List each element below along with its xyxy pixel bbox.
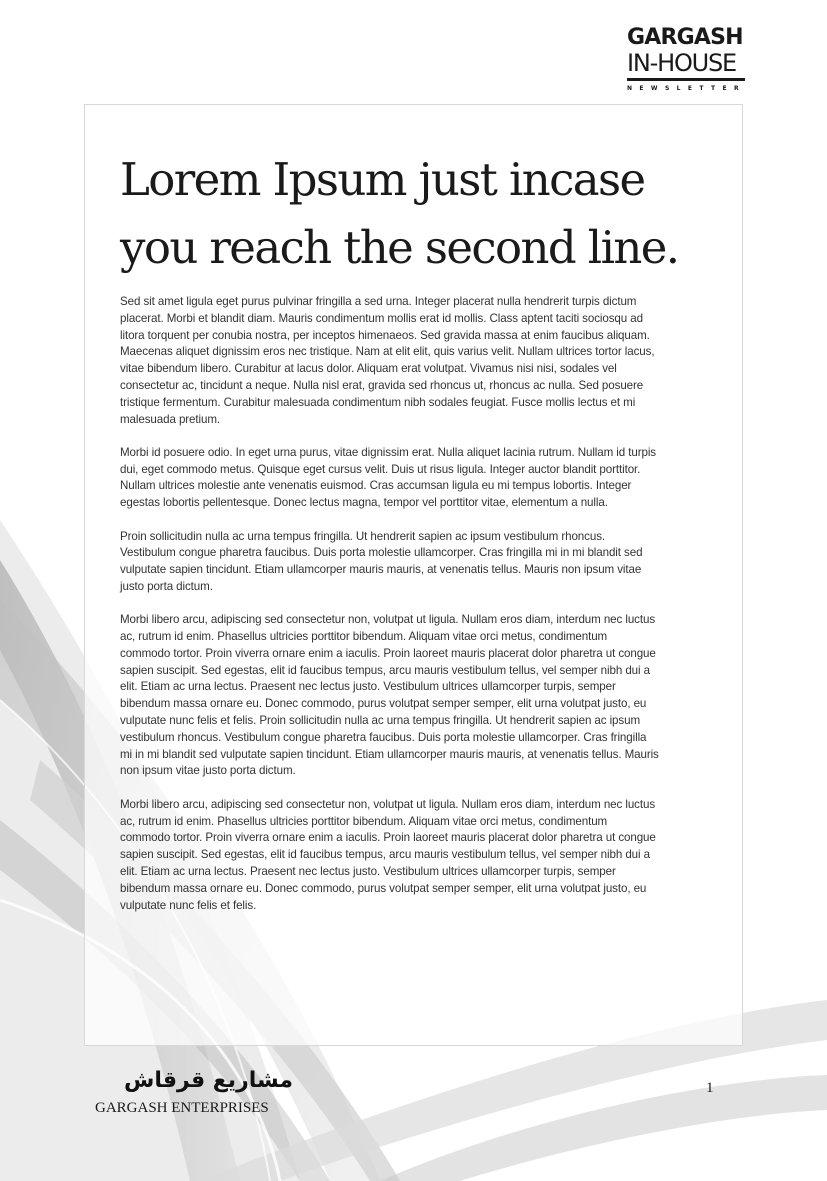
article-paragraph: Morbi libero arcu, adipiscing sed consectetur non, volutpat ut ligula. Nullam eros diam, interdum nec luctus ac, rutrum id enim. Phasellus ultricies porttitor bibendum. Aliquam vitae orci metus, condimentum commodo tortor. Proin viverra ornare enim a iaculis. Proin laoreet mauris placerat dolor pharetra ut congue sapien suscipit. Sed egestas, elit id faucibus tempus, arcu mauris vestibulum tellus, vel semper nibh dui a elit. Etiam ac urna lectus. Praesent nec lectus justo. Vestibulum ultrices ullamcorper turpis, semper bibendum massa ornare eu. Donec commodo, purus volutpat semper semper, elit urna volutpat justo, eu vulputate nunc felis et felis. Proin sollicitudin nulla ac urna tempus fringilla. Ut hendrerit sapien ac ipsum vestibulum rhoncus. Vestibulum congue pharetra faucibus. Duis porta molestie ullamcorper. Cras fringilla mi in mi blandit sed vulputate sapien tincidunt. Etiam ullamcorper mauris mauris, at venenatis tellus. Mauris non ipsum vitae justo porta dictum. [120,613,659,778]
gargash-enterprises-logo [95,1068,293,1117]
logo-latin-text: GARGASH ENTERPRISES [95,1100,269,1116]
logo-arabic-text: مشاريع قرقاش [124,1068,293,1093]
article-paragraph: Morbi libero arcu, adipiscing sed consectetur non, volutpat ut ligula. Nullam eros diam, interdum nec luctus ac, rutrum id enim. Phasellus ultricies porttitor bibendum. Aliquam vitae orci metus, condimentum commodo tortor. Proin viverra ornare enim a iaculis. Proin laoreet mauris placerat dolor pharetra ut congue sapien suscipit. Sed egestas, elit id faucibus tempus, arcu mauris vestibulum tellus, vel semper nibh dui a elit. Etiam ac urna lectus. Praesent nec lectus justo. Vestibulum ultrices ullamcorper turpis, semper bibendum massa ornare eu. Donec commodo, purus volutpat semper semper, elit urna volutpat justo, eu vulputate nunc felis et felis. [120,797,656,912]
masthead-rule [627,78,745,81]
headline-line-1: Lorem Ipsum just incase [120,153,645,206]
masthead-newsletter-label: NEWSLETTER [627,85,747,92]
article-paragraph: Proin sollicitudin nulla ac urna tempus fringilla. Ut hendrerit sapien ac ipsum vestibulum rhoncus. Vestibulum congue pharetra faucibus. Duis porta molestie ullamcorper. Cras fringilla mi in mi blandit sed vulputate sapien tincidunt. Etiam ullamcorper mauris mauris, at venenatis tellus. Mauris non ipsum vitae justo porta dictum. [120,529,643,593]
masthead-title: GARGASH [627,25,743,50]
article-paragraph: Sed sit amet ligula eget purus pulvinar fringilla a sed urna. Integer placerat nulla hendrerit turpis dictum placerat. Morbi et blandit diam. Mauris condimentum mollis erat id mollis. Class aptent taciti sociosqu ad litora torquent per conubia nostra, per inceptos himenaeos. Sed gravida massa at enim faucibus aliquam. Maecenas aliquet dignissim eros nec tristique. Nam at elit elit, quis varius velit. Nullam ultrices tortor lacus, vitae bibendum libero. Curabitur at lacus dolor. Aliquam erat volutpat. Vivamus nisi nisi, sodales vel consectetur ac, tincidunt a neque. Nulla nisl erat, gravida sed rhoncus ut, rhoncus ac nulla. Sed posuere tristique fermentum. Curabitur malesuada condimentum nibh sodales feugiat. Fusce mollis lectus et mi malesuada pretium. [120,295,655,426]
article-headline [120,146,680,282]
masthead-subtitle: IN-HOUSE [627,49,736,77]
headline-line-2: you reach the second line. [120,221,679,274]
newsletter-masthead [627,26,745,92]
page-number: 1 [706,1080,714,1096]
article-paragraph: Morbi id posuere odio. In eget urna purus, vitae dignissim erat. Nulla aliquet lacinia rutrum. Nullam id turpis dui, eget commodo metus. Quisque eget cursus velit. Duis ut risus ligula. Integer auctor blandit porttitor. Nullam ultrices molestie ante venenatis euismod. Cras accumsan ligula eu mi tempus lobortis. Integer egestas lobortis pellentesque. Donec lectus magna, tempor vel porttitor vitae, elementum a nulla. [120,445,657,510]
article-body [120,294,660,931]
